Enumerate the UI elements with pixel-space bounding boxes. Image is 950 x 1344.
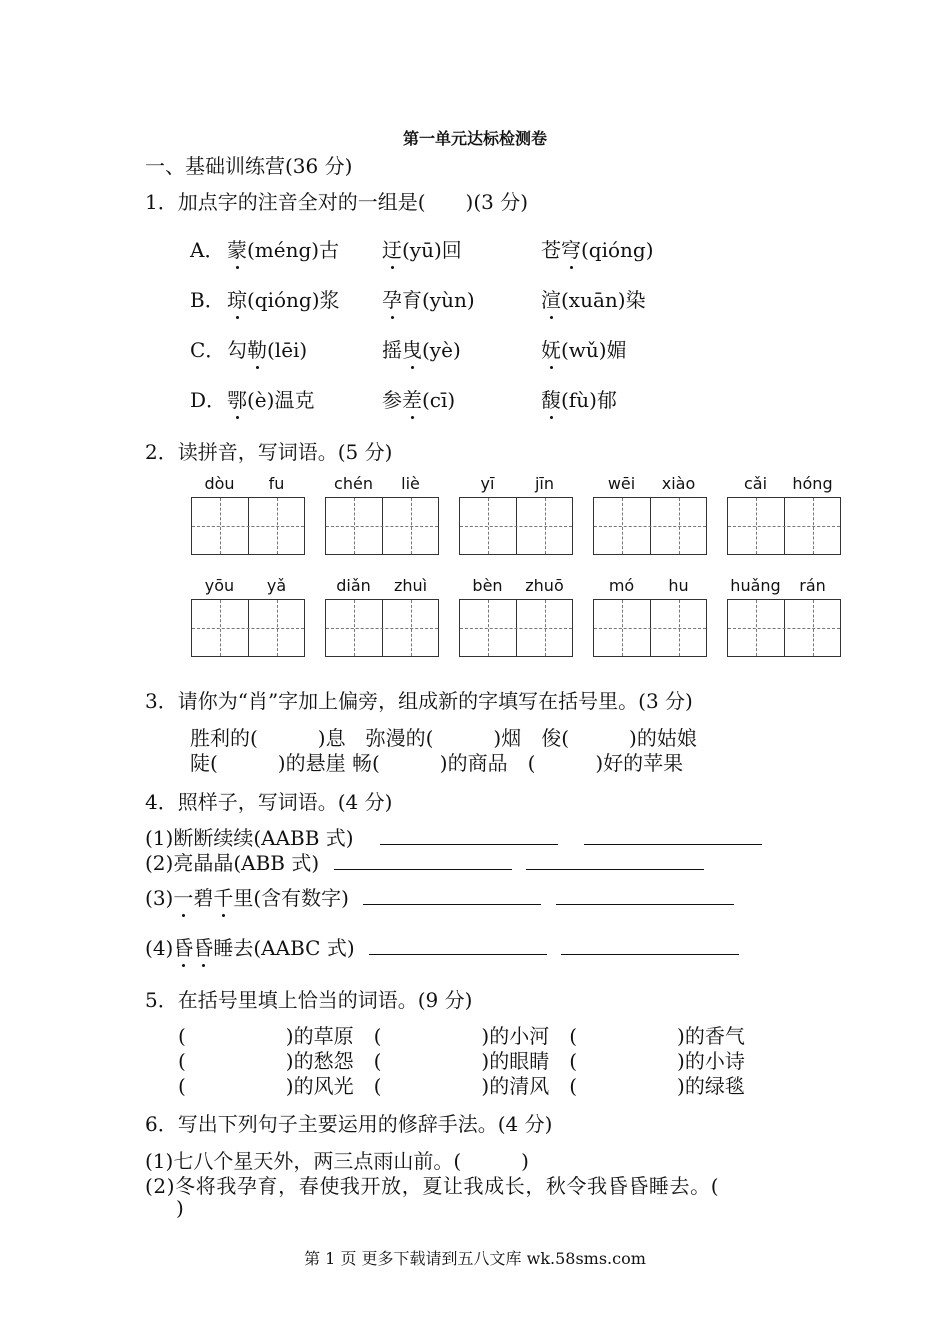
pinyin-label: yī	[480, 474, 495, 493]
dotted-character: 蒙	[227, 234, 247, 263]
writing-grid[interactable]	[325, 497, 439, 555]
option-letter[interactable]: C．	[190, 338, 226, 362]
question-2: 2．读拼音，写词语。(5 分)	[145, 440, 393, 464]
option-word: 迂(yū)回	[382, 234, 462, 263]
writing-grid[interactable]	[191, 497, 305, 555]
option-letter[interactable]: D．	[190, 388, 227, 412]
option-word: 蒙(méng)古	[227, 234, 339, 263]
pinyin-label: xiào	[661, 474, 696, 493]
pinyin-label: bèn	[472, 576, 503, 595]
option-word: 苍穹(qióng)	[541, 234, 654, 263]
page-footer: 第 1 页 更多下载请到五八文库 wk.58sms.com	[304, 1249, 646, 1268]
writing-grid[interactable]	[459, 599, 573, 657]
dotted-character: 曳	[402, 334, 422, 363]
question-4-item-4	[145, 932, 739, 961]
question-6-sentence-2: (2)冬将我孕育，春使我开放，夏让我成长，秋令我昏昏睡去。(	[145, 1174, 720, 1198]
option-word: 孕育(yùn)	[382, 284, 475, 313]
option-word: 勾勒(lēi)	[227, 334, 307, 363]
dotted-character: 琼	[227, 284, 247, 313]
pinyin-label: zhuì	[393, 576, 428, 595]
pinyin-label: hu	[668, 576, 689, 595]
question-4-item-3	[145, 882, 734, 911]
pinyin-label: liè	[401, 474, 420, 493]
dotted-character: 渲	[541, 284, 561, 313]
question-6-sentence-1: (1)七八个星天外，两三点雨山前。( )	[145, 1149, 529, 1173]
question-5-line-1: ( )的草原 ( )的小河 ( )的香气	[178, 1024, 745, 1048]
pinyin-label: rán	[799, 576, 826, 595]
option-word: 摇曳(yè)	[382, 334, 461, 363]
question-5: 5．在括号里填上恰当的词语。(9 分)	[145, 988, 473, 1012]
pinyin-label: yǎ	[266, 576, 287, 595]
dotted-character: 一	[173, 882, 193, 911]
answer-blank[interactable]	[363, 888, 541, 905]
option-word: 妩(wǔ)媚	[541, 334, 627, 363]
writing-grid[interactable]	[459, 497, 573, 555]
dotted-character: 馥	[541, 384, 561, 413]
question-5-line-2: ( )的愁怨 ( )的眼睛 ( )的小诗	[178, 1049, 745, 1073]
answer-blank[interactable]	[334, 853, 512, 870]
pinyin-label: diǎn	[336, 576, 371, 595]
question-4-item-2	[145, 847, 704, 876]
page-title: 第一单元达标检测卷	[402, 129, 547, 148]
option-word: 渲(xuān)染	[541, 284, 646, 313]
pinyin-label: jīn	[534, 474, 555, 493]
option-word: 参差(cī)	[382, 384, 455, 413]
question-6-sentence-2-end: )	[176, 1196, 184, 1220]
item-label: (3)一碧千里(含有数字)	[145, 886, 349, 910]
option-word: 琼(qióng)浆	[227, 284, 340, 313]
option-word: 馥(fù)郁	[541, 384, 617, 413]
pinyin-label: zhuō	[525, 576, 564, 595]
item-label: (1)断断续续(AABB 式)	[145, 826, 354, 850]
pinyin-label: yōu	[204, 576, 235, 595]
dotted-character: 鄂	[227, 384, 247, 413]
answer-blank[interactable]	[584, 828, 762, 845]
answer-blank[interactable]	[380, 828, 558, 845]
pinyin-label: hóng	[792, 474, 833, 493]
pinyin-label: huǎng	[730, 576, 781, 595]
dotted-character: 迂	[382, 234, 402, 263]
pinyin-label: chén	[334, 474, 373, 493]
answer-blank[interactable]	[561, 938, 739, 955]
dotted-character: 昏	[173, 932, 193, 961]
dotted-character: 差	[402, 384, 422, 413]
question-3-line-1: 胜利的( )息 弥漫的( )烟 俊( )的姑娘	[190, 726, 697, 750]
answer-blank[interactable]	[556, 888, 734, 905]
dotted-character: 孕	[382, 284, 402, 313]
writing-grid[interactable]	[727, 599, 841, 657]
dotted-character: 昏	[193, 932, 213, 961]
option-word: 鄂(è)温克	[227, 384, 314, 413]
writing-grid[interactable]	[727, 497, 841, 555]
question-6: 6．写出下列句子主要运用的修辞手法。(4 分)	[145, 1112, 553, 1136]
question-5-line-3: ( )的风光 ( )的清风 ( )的绿毯	[178, 1074, 745, 1098]
option-letter[interactable]: A．	[190, 238, 225, 262]
writing-grid[interactable]	[191, 599, 305, 657]
dotted-character: 妩	[541, 334, 561, 363]
writing-grid[interactable]	[593, 497, 707, 555]
pinyin-label: mó	[608, 576, 635, 595]
pinyin-label: wēi	[607, 474, 636, 493]
dotted-character: 勒	[247, 334, 267, 363]
answer-blank[interactable]	[526, 853, 704, 870]
question-3-line-2: 陡( )的悬崖 畅( )的商品 ( )好的苹果	[190, 751, 684, 775]
item-label: (2)亮晶晶(ABB 式)	[145, 851, 320, 875]
pinyin-label: dòu	[204, 474, 235, 493]
question-4: 4．照样子，写词语。(4 分)	[145, 790, 393, 814]
dotted-character: 千	[213, 882, 233, 911]
question-3: 3．请你为“肖”字加上偏旁，组成新的字填写在括号里。(3 分)	[145, 689, 693, 713]
dotted-character: 穹	[561, 234, 581, 263]
item-label: (4)昏昏睡去(AABC 式)	[145, 936, 355, 960]
writing-grid[interactable]	[325, 599, 439, 657]
question-1: 1．加点字的注音全对的一组是( )(3 分)	[145, 190, 529, 214]
pinyin-label: cǎi	[743, 474, 768, 493]
writing-grid[interactable]	[593, 599, 707, 657]
section-heading: 一、基础训练营(36 分)	[145, 154, 353, 178]
answer-blank[interactable]	[369, 938, 547, 955]
option-letter[interactable]: B．	[190, 288, 225, 312]
pinyin-label: fu	[268, 474, 285, 493]
